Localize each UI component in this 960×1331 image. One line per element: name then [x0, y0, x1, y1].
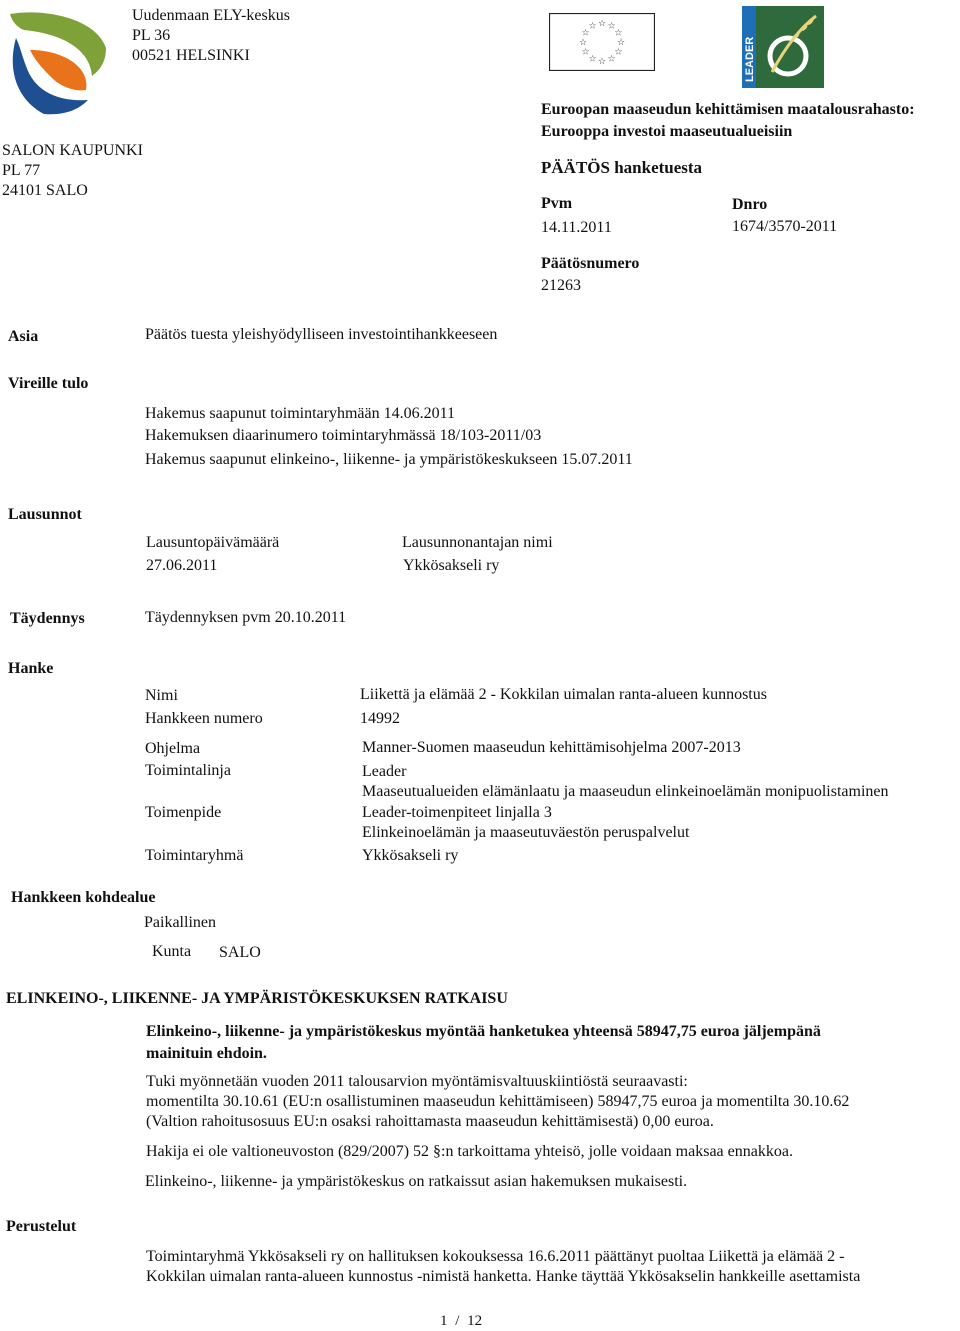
toimenpide-value: Elinkeinoelämän ja maaseutuväestön peruspalvelut: [362, 824, 690, 841]
eu-star-icon: ☆: [588, 21, 597, 32]
tuki-line: (Valtion rahoitusosuus EU:n osaksi rahoittamasta maaseudun kehittämisestä) 0,00 euroa.: [146, 1113, 714, 1130]
eu-star-icon: ☆: [607, 54, 616, 65]
kohdealue-type: Paikallinen: [144, 914, 216, 931]
lausunnonantaja-header: Lausunnonantajan nimi: [402, 534, 553, 551]
paatosnumero-label: Päätösnumero: [541, 255, 640, 272]
toimenpide-value: Leader-toimenpiteet linjalla 3: [362, 804, 552, 821]
eu-star-icon: ☆: [581, 47, 590, 58]
ratkaisu-bold-line: Elinkeino-, liikenne- ja ympäristökeskus myöntää hanketukea yhteensä 58947,75 euroa jäljempänä: [146, 1023, 821, 1040]
eu-star-icon: ☆: [597, 19, 607, 29]
lausunnonantaja-value: Ykkösakseli ry: [403, 557, 500, 574]
perustelut-line: Kokkilan uimalan ranta-alueen kunnostus -nimistä hanketta. Hanke täyttää Ykkösakselin hankkeille asettamista: [146, 1268, 861, 1285]
kunta-value: SALO: [219, 944, 261, 961]
eu-star-icon: ☆: [578, 38, 588, 48]
tuki-line: Tuki myönnetään vuoden 2011 talousarvion myöntämisvaltuuskiintiöstä seuraavasti:: [146, 1073, 688, 1090]
vireille-line: Hakemuksen diaarinumero toimintaryhmässä 18/103-2011/03: [145, 427, 542, 444]
toimintalinja-label: Toimintalinja: [145, 762, 231, 779]
vireille-label: Vireille tulo: [8, 375, 89, 392]
taydennys-text: Täydennyksen pvm 20.10.2011: [145, 609, 347, 626]
pvm-label: Pvm: [541, 195, 573, 212]
ely-logo-icon: [4, 10, 108, 116]
eu-star-icon: ☆: [614, 28, 623, 39]
toimintaryhma-value: Ykkösakseli ry: [362, 847, 459, 864]
eu-star-icon: ☆: [588, 54, 597, 65]
toimintalinja-value: Maaseutualueiden elämänlaatu ja maaseudun elinkeinoelämän monipuolistaminen: [362, 783, 889, 800]
ratkaisu-bold-line: mainituin ehdoin.: [146, 1045, 267, 1062]
perustelut-line: Toimintaryhmä Ykkösakseli ry on hallituksen kokouksessa 16.6.2011 päättänyt puoltaa Liikettä ja elämää 2 -: [146, 1248, 845, 1265]
eu-star-icon: ☆: [616, 38, 626, 48]
ohjelma-label: Ohjelma: [145, 740, 201, 757]
vireille-line: Hakemus saapunut elinkeino-, liikenne- ja ympäristökeskukseen 15.07.2011: [145, 451, 633, 468]
dnro-value: 1674/3570-2011: [732, 218, 838, 235]
page-number: 1 / 12: [440, 1313, 483, 1329]
eu-flag-icon: [549, 13, 655, 71]
paatosnumero-value: 21263: [541, 277, 581, 294]
nimi-label: Nimi: [145, 687, 178, 704]
ratkaisu-heading: ELINKEINO-, LIIKENNE- JA YMPÄRISTÖKESKUKSEN RATKAISU: [6, 990, 508, 1007]
taydennys-label: Täydennys: [10, 610, 85, 627]
hanke-label: Hanke: [8, 660, 54, 677]
pvm-value: 14.11.2011: [541, 219, 612, 236]
toimintalinja-value: Leader: [362, 763, 407, 780]
asia-text: Päätös tuesta yleishyödylliseen investointihankkeeseen: [145, 326, 498, 343]
document-title: PÄÄTÖS hanketuesta: [541, 158, 703, 177]
perustelut-label: Perustelut: [6, 1218, 77, 1235]
eu-star-icon: ☆: [581, 28, 590, 39]
tuki-line: momentilta 30.10.61 (EU:n osallistuminen maaseudun kehittämiseen) 58947,75 euroa ja momentilta 30.10.62: [146, 1093, 850, 1110]
eu-star-icon: ☆: [597, 57, 607, 67]
fund-line-2: Eurooppa investoi maaseutualueisiin: [541, 123, 793, 140]
ratkaissut-text: Elinkeino-, liikenne- ja ympäristökeskus on ratkaissut asian hakemuksen mukaisesti.: [145, 1173, 688, 1190]
toimenpide-label: Toimenpide: [145, 804, 222, 821]
kunta-label: Kunta: [152, 943, 192, 960]
leader-logo-icon: [742, 6, 824, 88]
svg-text:LEADER: LEADER: [744, 36, 756, 82]
fund-line-1: Euroopan maaseudun kehittämisen maatalousrahasto:: [541, 101, 915, 118]
eu-star-icon: ☆: [607, 21, 616, 32]
eu-star-icon: ☆: [614, 47, 623, 58]
hankenumero-label: Hankkeen numero: [145, 710, 263, 727]
lausunnot-label: Lausunnot: [8, 506, 82, 523]
toimintaryhma-label: Toimintaryhmä: [145, 847, 244, 864]
kohdealue-label: Hankkeen kohdealue: [11, 889, 156, 906]
lausunto-date-value: 27.06.2011: [146, 557, 218, 574]
asia-label: Asia: [8, 328, 39, 345]
ohjelma-value: Manner-Suomen maaseudun kehittämisohjelma 2007-2013: [362, 739, 741, 756]
lausunto-date-header: Lausuntopäivämäärä: [146, 534, 280, 551]
sender-address: Uudenmaan ELY-keskus PL 36 00521 HELSINKI: [132, 7, 290, 64]
hakija-text: Hakija ei ole valtioneuvoston (829/2007) 52 §:n tarkoittama yhteisö, jolle voidaan maksaa ennakkoa.: [146, 1143, 793, 1160]
hankenumero-value: 14992: [360, 710, 400, 727]
recipient-address: SALON KAUPUNKI PL 77 24101 SALO: [2, 142, 143, 199]
nimi-value: Liikettä ja elämää 2 - Kokkilan uimalan ranta-alueen kunnostus: [360, 686, 767, 703]
vireille-line: Hakemus saapunut toimintaryhmään 14.06.2011: [145, 405, 456, 422]
dnro-label: Dnro: [732, 196, 768, 213]
